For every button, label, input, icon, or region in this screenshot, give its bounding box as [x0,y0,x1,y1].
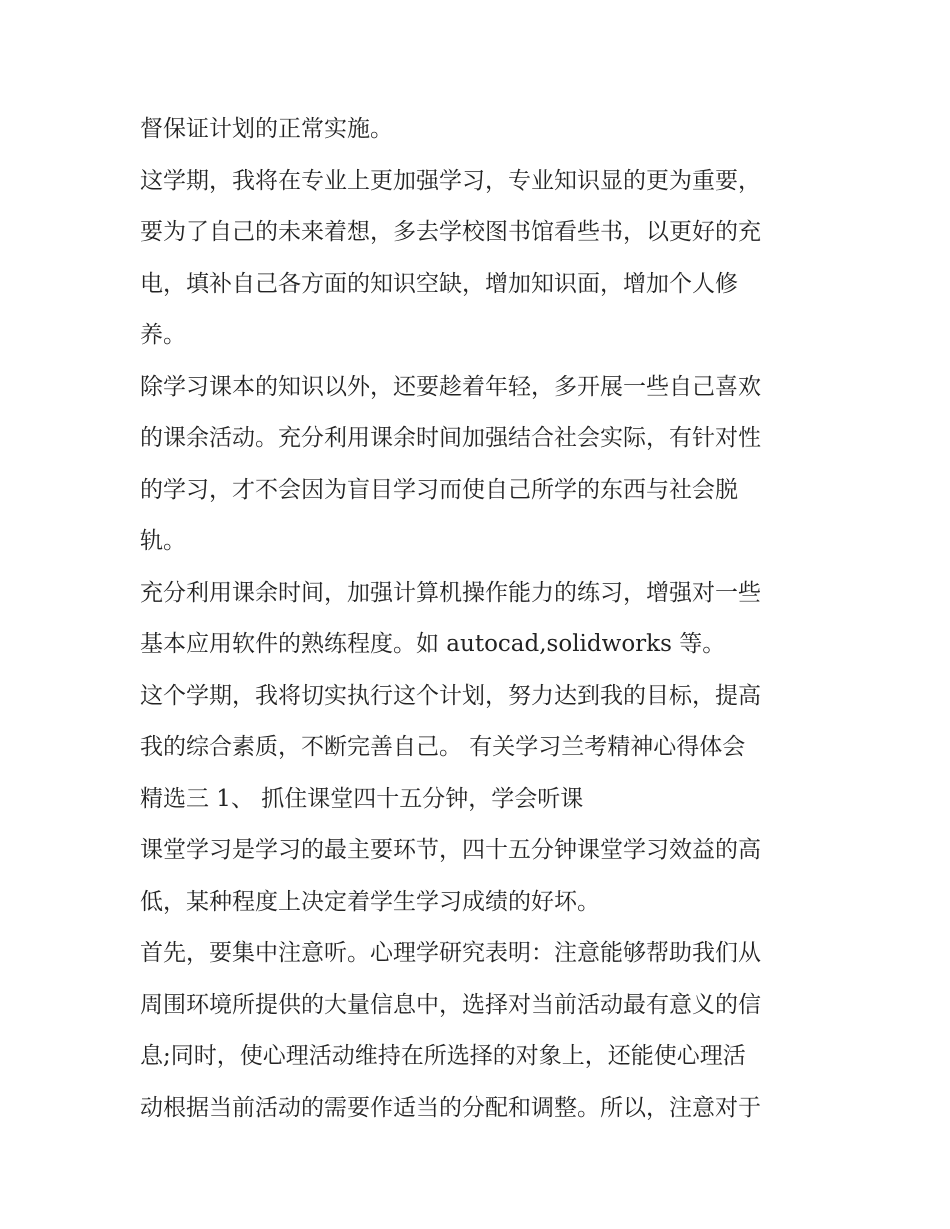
text-line: 这学期，我将在专业上更加强学习，专业知识显的更为重要， [140,167,761,194]
text-line: 我的综合素质，不断完善自己。 有关学习兰考精神心得体会 [140,734,746,760]
text-line: 督保证计划的正常实施。 [140,116,393,142]
text-line: 精选三 1、 抓住课堂四十五分钟，学会听课 [140,785,584,812]
text-line: 动根据当前活动的需要作适当的分配和调整。所以，注意对于 [140,1094,761,1121]
text-line: 轨。 [140,528,186,554]
text-line: 养。 [140,322,186,348]
text-line: 除学习课本的知识以外，还要趁着年轻，多开展一些自己喜欢 [140,373,761,400]
text-line: 基本应用软件的熟练程度。如 autocad,solidworks 等。 [140,631,726,657]
text-line: 的课余活动。充分利用课余时间加强结合社会实际，有针对性 [140,425,761,451]
text-line: 电，填补自己各方面的知识空缺，增加知识面，增加个人修 [140,270,738,297]
text-line: 周围环境所提供的大量信息中，选择对当前活动最有意义的信 [140,991,761,1018]
text-line: 首先，要集中注意听。心理学研究表明：注意能够帮助我们从 [140,940,761,966]
text-line: 息;同时，使心理活动维持在所选择的对象上，还能使心理活 [140,1043,746,1069]
text-line: 要为了自己的未来着想，多去学校图书馆看些书，以更好的充 [140,219,761,245]
text-line: 充分利用课余时间，加强计算机操作能力的练习，增强对一些 [140,579,761,606]
text-line: 低，某种程度上决定着学生学习成绩的好坏。 [140,888,600,915]
document-body [140,104,820,1134]
text-line: 的学习，才不会因为盲目学习而使自己所学的东西与社会脱 [140,476,738,503]
text-line: 这个学期，我将切实执行这个计划，努力达到我的目标，提高 [140,682,761,709]
text-line: 课堂学习是学习的最主要环节，四十五分钟课堂学习效益的高 [140,837,761,863]
